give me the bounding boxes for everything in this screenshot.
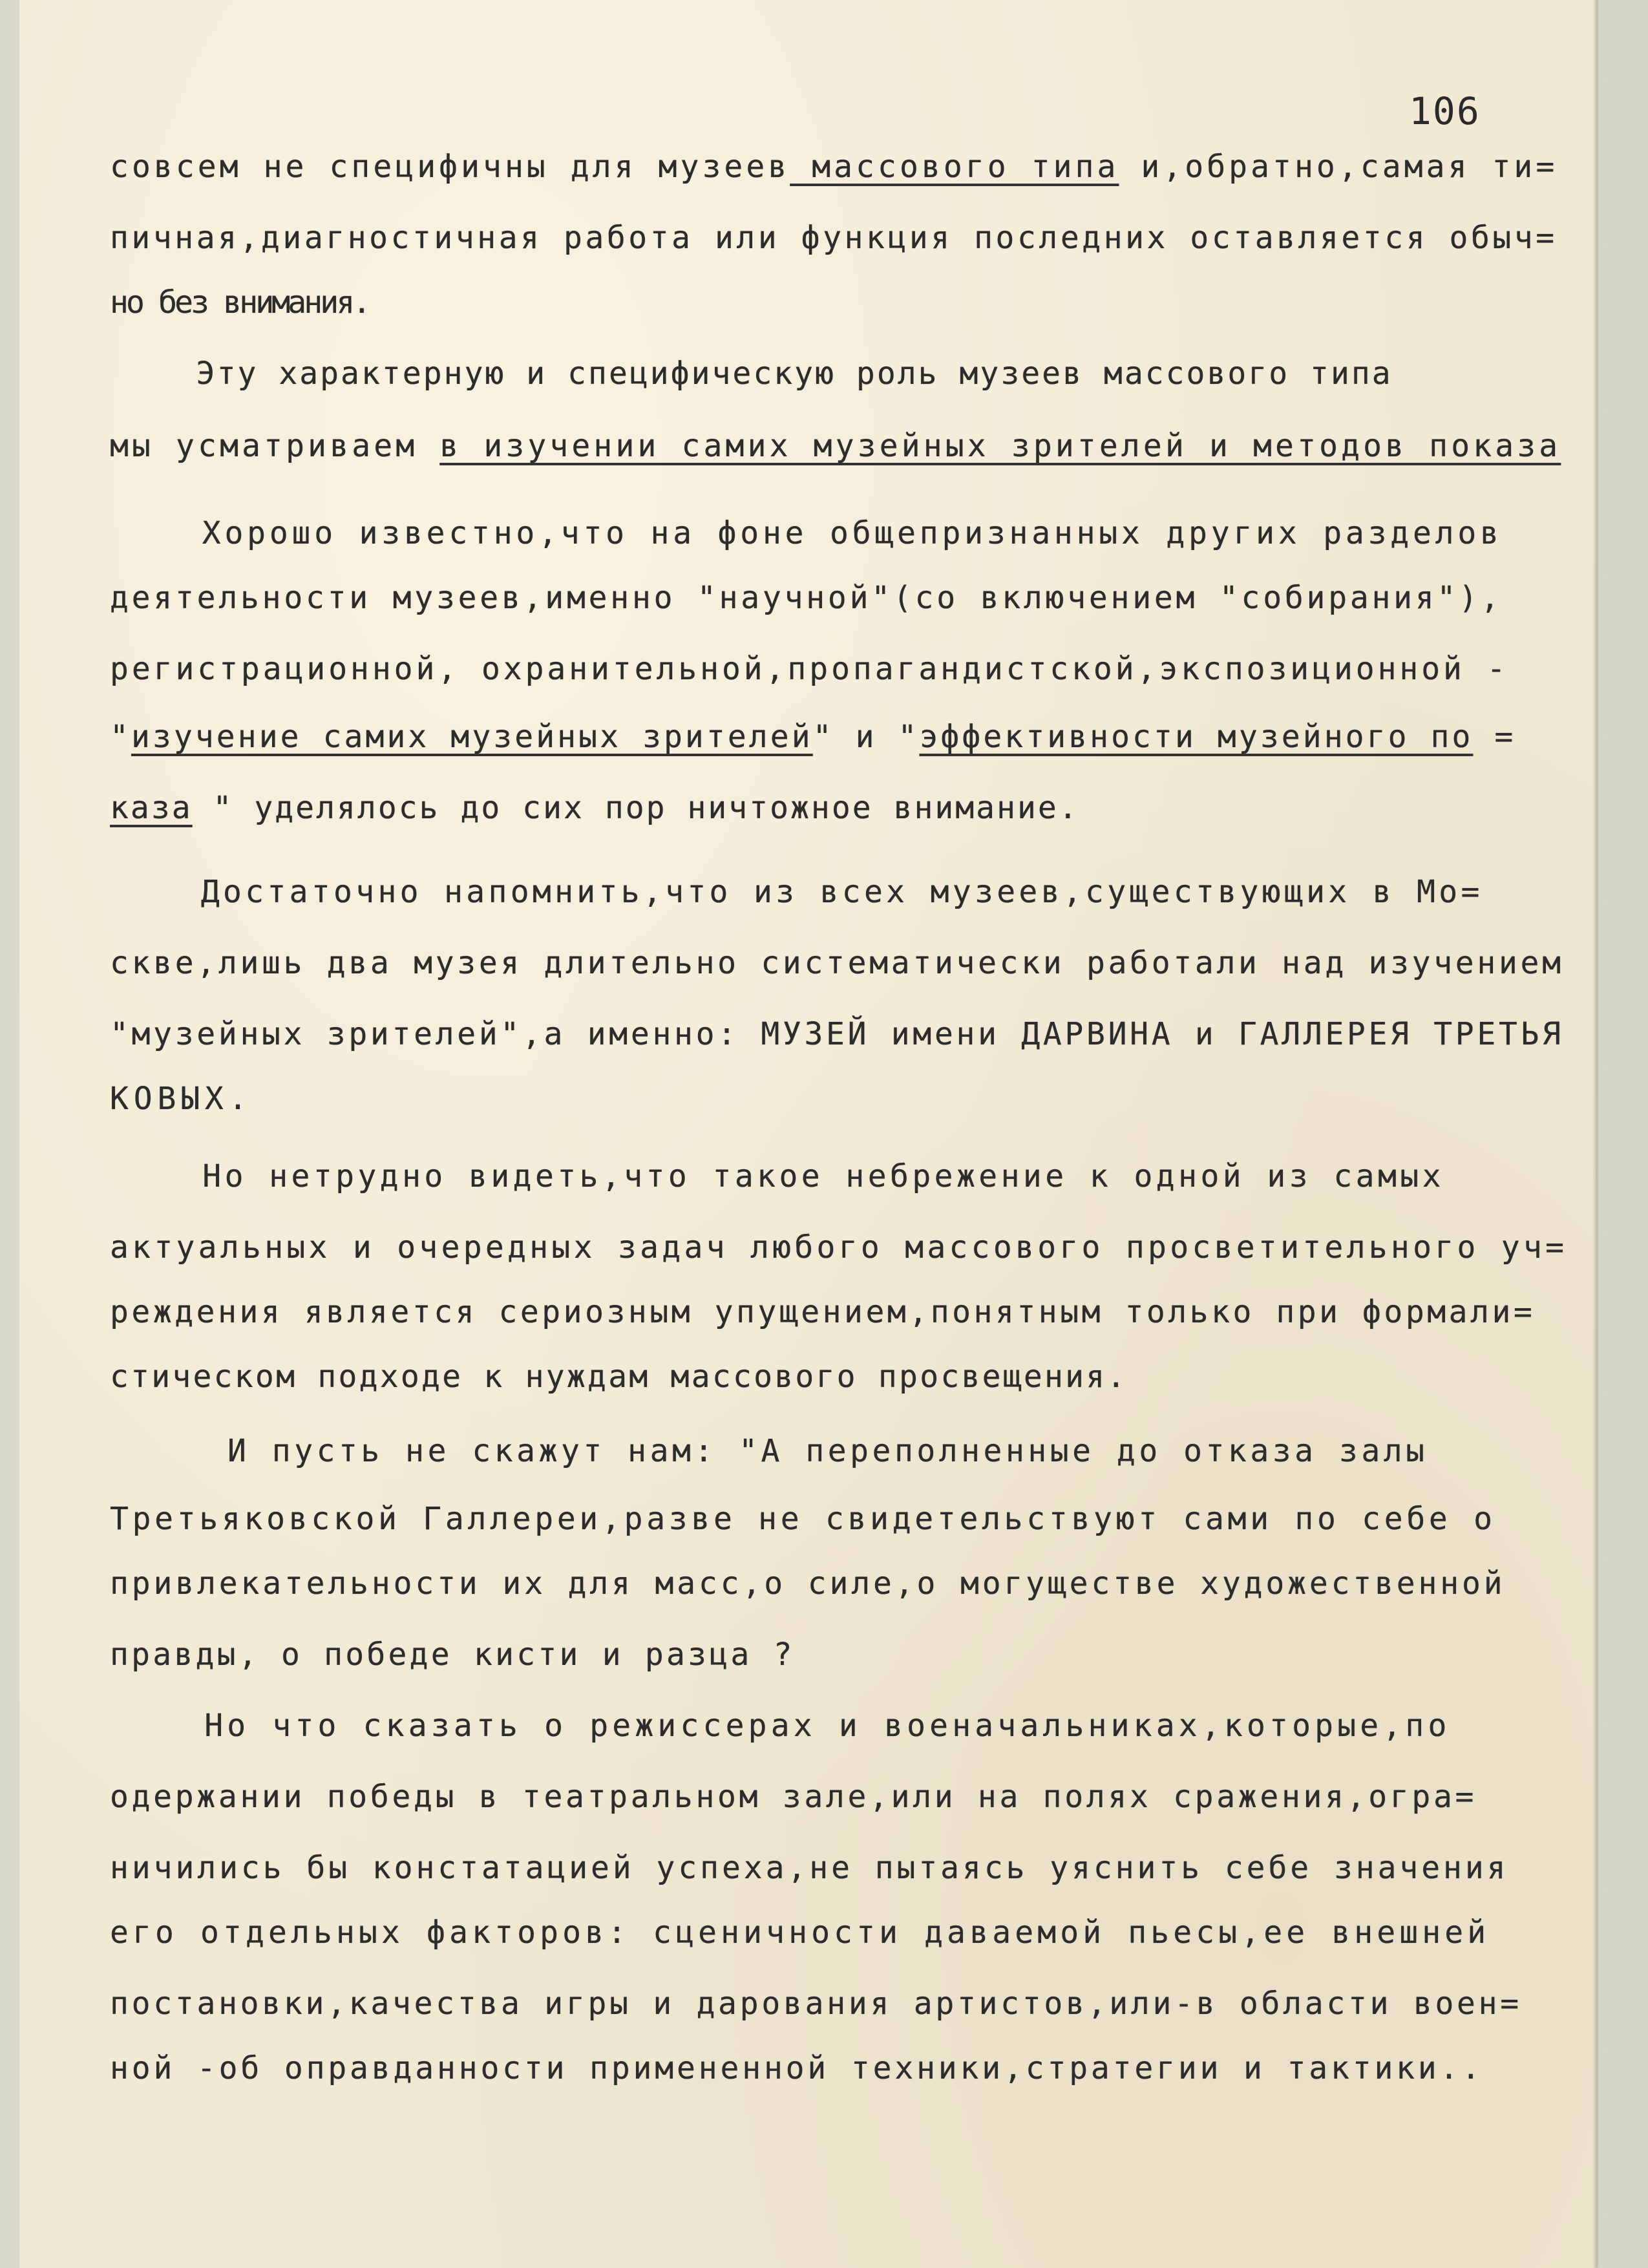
- text-segment: мы усматриваем: [110, 428, 440, 464]
- text-segment: деятельности музеев,именно "научной"(со включением "собирания"),: [110, 580, 1503, 616]
- text-line: [110, 1293, 1535, 1331]
- underlined-phrase: массового типа: [790, 149, 1119, 185]
- text-segment: регистрационной, охранительной,пропагандистской,экспозиционной -: [110, 651, 1509, 687]
- text-line: [116, 1432, 1428, 1470]
- text-line: [110, 944, 1564, 982]
- text-segment: Хорошо известно,что на фоне общепризнанных других разделов: [112, 515, 1503, 551]
- text-line: [110, 1635, 795, 1674]
- text-line: [110, 1913, 1490, 1952]
- text-line: [110, 283, 368, 322]
- underlined-phrase: изучение самих музейных зрителей: [131, 719, 813, 755]
- text-segment: одержании победы в театральном зале,или на полях сражения,огра=: [110, 1779, 1477, 1815]
- text-segment: правды, о победе кисти и разца ?: [110, 1637, 795, 1673]
- text-line: [110, 1500, 1496, 1538]
- text-line: [110, 147, 1558, 186]
- text-line: [110, 427, 1561, 465]
- text-segment: "музейных зрителей",а именно: МУЗЕЙ имени ДАРВИНА и ГАЛЛЕРЕЯ ТРЕТЬЯ: [110, 1016, 1564, 1052]
- text-segment: его отдельных факторов: сценичности даваемой пьесы,ее внешней: [110, 1914, 1490, 1951]
- text-line: [114, 354, 1393, 393]
- text-segment: Но что сказать о режиссерах и военачальниках,которые,по: [114, 1708, 1451, 1744]
- text-segment: Третьяковской Галлереи,разве не свидетельствуют сами по себе о: [110, 1501, 1496, 1537]
- text-segment: постановки,качества игры и дарования артистов,или-в области воен=: [110, 1986, 1522, 2022]
- text-line: [110, 717, 1516, 756]
- text-segment: пичная,диагностичная работа или функция последних оставляется обыч=: [110, 220, 1558, 256]
- text-segment: КОВЫХ.: [110, 1081, 253, 1117]
- text-segment: Но нетрудно видеть,что такое небрежение к одной из самых: [114, 1158, 1444, 1194]
- text-line: [110, 1357, 1128, 1396]
- text-line: [110, 2049, 1483, 2088]
- text-segment: реждения является сериозным упущением,понятным только при формали=: [110, 1294, 1536, 1330]
- text-line: [114, 1157, 1444, 1196]
- text-segment: И пусть не скажут нам: "А переполненные до отказа залы: [116, 1433, 1428, 1469]
- text-line: [112, 873, 1483, 911]
- text-segment: Достаточно напомнить,что из всех музеев,существующих в Мо=: [112, 874, 1483, 910]
- page-edge-shadow: [1592, 0, 1596, 2268]
- text-line: [110, 650, 1509, 688]
- text-segment: привлекательности их для масс,о силе,о могуществе художественной: [110, 1565, 1506, 1602]
- text-line: [112, 514, 1503, 553]
- text-line: [110, 1849, 1509, 1887]
- text-segment: ": [110, 719, 131, 755]
- underlined-phrase: в изучении самих музейных зрителей и методов показа: [439, 428, 1561, 464]
- text-line: [110, 1777, 1477, 1816]
- text-line: [110, 1228, 1567, 1267]
- text-segment: Эту характерную и специфическую роль музеев массового типа: [114, 355, 1393, 392]
- text-segment: =: [1473, 719, 1516, 755]
- text-segment: стическом подходе к нуждам массового просвещения.: [110, 1359, 1128, 1395]
- text-line: [110, 789, 1079, 827]
- typewritten-page: [19, 0, 1596, 2268]
- text-line: [110, 218, 1558, 257]
- page-number: 106: [1409, 89, 1481, 133]
- text-segment: ной -об оправданности примененной техники,стратегии и тактики..: [110, 2050, 1484, 2086]
- text-line: [110, 1079, 252, 1118]
- text-line: [110, 1984, 1522, 2023]
- text-line: [110, 1564, 1506, 1603]
- text-line: [110, 1015, 1564, 1054]
- text-line: [114, 1706, 1451, 1745]
- text-segment: совсем не специфичны для музеев: [110, 149, 790, 185]
- text-segment: " и ": [812, 719, 920, 755]
- text-segment: но без внимания.: [110, 284, 369, 321]
- text-segment: скве,лишь два музея длительно систематически работали над изучением: [110, 945, 1564, 981]
- text-line: [110, 578, 1503, 617]
- text-segment: и,обратно,самая ти=: [1119, 149, 1558, 185]
- text-segment: " уделялось до сих пор ничтожное внимание.: [192, 790, 1079, 826]
- underlined-phrase: эффективности музейного по: [919, 719, 1474, 755]
- underlined-phrase: каза: [110, 790, 193, 826]
- text-segment: актуальных и очередных задач любого массового просветительного уч=: [110, 1229, 1568, 1266]
- text-segment: ничились бы констатацией успеха,не пытаясь уяснить себе значения: [110, 1850, 1509, 1886]
